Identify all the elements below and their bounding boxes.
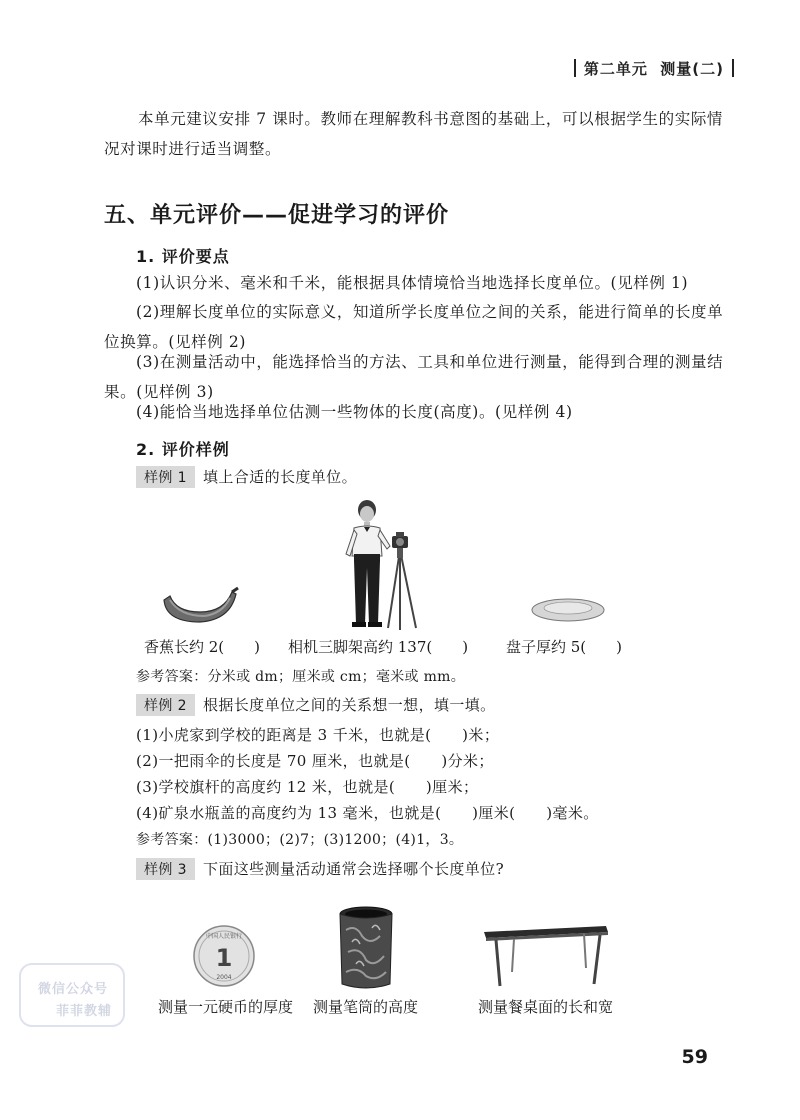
intro-paragraph: 本单元建议安排 7 课时。教师在理解教科书意图的基础上，可以根据学生的实际情况对课时进行适当调整。 (104, 110, 724, 158)
example3-caption-coin: 测量一元硬币的厚度 (158, 998, 294, 1016)
example1-item-banana: 香蕉长约 2( ) (144, 638, 261, 656)
header-unit: 第二单元 (583, 60, 648, 78)
coin-year: 2004 (216, 974, 232, 981)
page-number: 59 (681, 1046, 708, 1068)
dining-table-illustration (478, 920, 614, 990)
example2-answer: 参考答案：(1)3000；(2)7；(3)1200；(4)1，3。 (136, 832, 464, 848)
point-item: (3)在测量活动中，能选择恰当的方法、工具和单位进行测量，能得到合理的测量结果。(见样例 3) (104, 353, 724, 401)
example2-prompt: 根据长度单位之间的关系想一想，填一填。 (202, 696, 496, 714)
section-title: 五、单元评价——促进学习的评价 (104, 203, 450, 228)
example1-heading (136, 466, 357, 488)
example1-prompt: 填上合适的长度单位。 (202, 468, 357, 486)
point-item: (1)认识分米、毫米和千米，能根据具体情境恰当地选择长度单位。(见样例 1) (136, 274, 689, 292)
example2-item: (4)矿泉水瓶盖的高度约为 13 毫米，也就是( )厘米( )毫米。 (136, 804, 599, 822)
example3-tag: 样例 3 (136, 858, 195, 880)
watermark-line1: 微信公众号 (38, 982, 109, 997)
example2-item: (2)一把雨伞的长度是 70 厘米，也就是( )分米； (136, 752, 494, 770)
running-header (566, 58, 742, 79)
example3-heading (136, 858, 504, 880)
watermark (18, 960, 128, 1032)
banana-illustration (160, 586, 240, 626)
watermark-line2: 菲菲教辅 (56, 1004, 113, 1019)
pen-holder-illustration (336, 906, 396, 992)
example3-caption-pen-holder: 测量笔筒的高度 (313, 998, 419, 1016)
example1-item-tripod: 相机三脚架高约 137( ) (288, 638, 469, 656)
plate-illustration (530, 596, 606, 624)
point-item: (2)理解长度单位的实际意义，知道所学长度单位之间的关系，能进行简单的长度单位换算。(见样例 2) (104, 303, 724, 351)
example3-prompt: 下面这些测量活动通常会选择哪个长度单位? (202, 860, 505, 878)
coin-digit: 1 (215, 944, 233, 972)
example3-caption-table: 测量餐桌面的长和宽 (478, 998, 614, 1016)
one-yuan-coin-illustration (192, 924, 256, 988)
example2-heading (136, 694, 496, 716)
points-title: 1. 评价要点 (136, 247, 230, 266)
example2-item: (1)小虎家到学校的距离是 3 千米，也就是( )米； (136, 726, 500, 744)
coin-top-text: 中国人民银行 (205, 933, 243, 940)
person-with-tripod-illustration (330, 496, 430, 632)
point-item: (4)能恰当地选择单位估测一些物体的长度(高度)。(见样例 4) (136, 403, 573, 421)
example1-answer: 参考答案：分米或 dm；厘米或 cm；毫米或 mm。 (136, 669, 466, 685)
example1-item-plate: 盘子厚约 5( ) (506, 638, 623, 656)
example1-tag: 样例 1 (136, 466, 195, 488)
samples-title: 2. 评价样例 (136, 440, 230, 459)
example2-item: (3)学校旗杆的高度约 12 米，也就是( )厘米； (136, 778, 479, 796)
header-divider (732, 59, 734, 77)
example2-tag: 样例 2 (136, 694, 195, 716)
header-divider (574, 59, 576, 77)
header-title: 测量(二) (660, 60, 724, 78)
